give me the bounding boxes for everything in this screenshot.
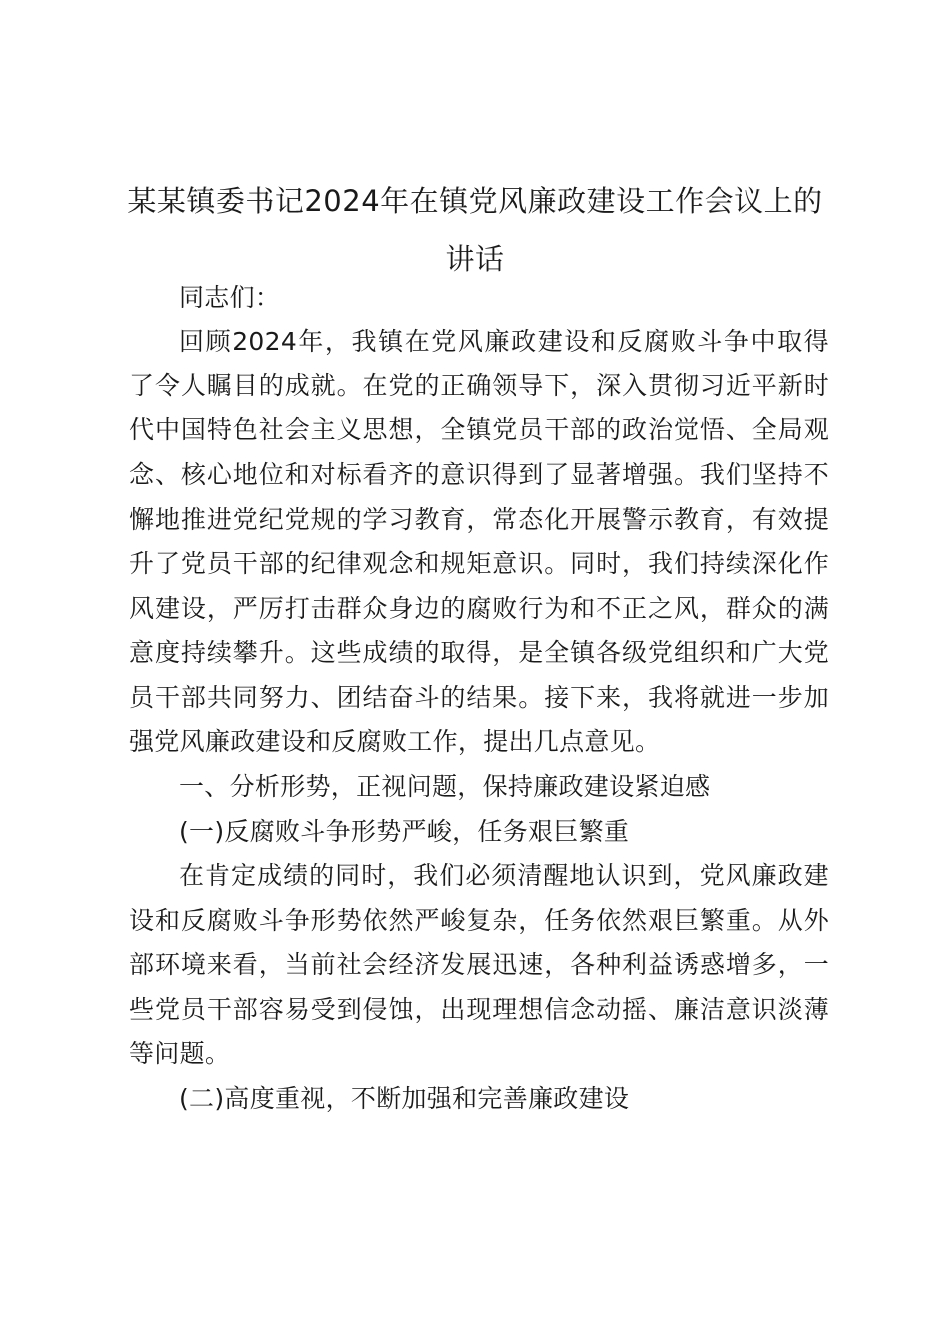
paragraph-2-line: 等问题。 [129,1039,231,1068]
paragraph-2-line: 设和反腐败斗争形势依然严峻复杂，任务依然艰巨繁重。从外 [129,906,829,935]
section-heading-1: 一、分析形势，正视问题，保持廉政建设紧迫感 [179,772,711,801]
paragraph-1-line: 念、核心地位和对标看齐的意识得到了显著增强。我们坚持不 [129,460,829,489]
paragraph-1-line: 升了党员干部的纪律观念和规矩意识。同时，我们持续深化作 [129,549,829,578]
paragraph-1-line: 懈地推进党纪党规的学习教育，常态化开展警示教育，有效提 [129,505,829,534]
title-line-2: 讲话 [445,242,505,276]
paragraph-1-line: 了令人瞩目的成就。在党的正确领导下，深入贯彻习近平新时 [129,371,829,400]
paragraph-1-line: 回顾2024年，我镇在党风廉政建设和反腐败斗争中取得 [179,327,829,356]
document-title [110,172,840,288]
paragraph-2-line: 些党员干部容易受到侵蚀，出现理想信念动摇、廉洁意识淡薄 [129,995,829,1024]
subsection-heading-1: (一)反腐败斗争形势严峻，任务艰巨繁重 [179,817,630,846]
paragraph-2-line: 部环境来看，当前社会经济发展迅速，各种利益诱惑增多，一 [129,950,829,979]
title-line-1: 某某镇委书记2024年在镇党风廉政建设工作会议上的 [127,184,823,218]
paragraph-1-line: 员干部共同努力、团结奋斗的结果。接下来，我将就进一步加 [129,683,829,712]
paragraph-1-line: 代中国特色社会主义思想，全镇党员干部的政治觉悟、全局观 [129,415,829,444]
subsection-heading-2: (二)高度重视，不断加强和完善廉政建设 [179,1084,630,1113]
paragraph-1-line: 风建设，严厉打击群众身边的腐败行为和不正之风，群众的满 [129,594,829,623]
paragraph-2-line: 在肯定成绩的同时，我们必须清醒地认识到，党风廉政建 [179,861,829,890]
paragraph-1-line: 强党风廉政建设和反腐败工作，提出几点意见。 [129,727,661,756]
salutation: 同志们： [179,283,281,312]
paragraph-1-line: 意度持续攀升。这些成绩的取得，是全镇各级党组织和广大党 [129,638,829,667]
